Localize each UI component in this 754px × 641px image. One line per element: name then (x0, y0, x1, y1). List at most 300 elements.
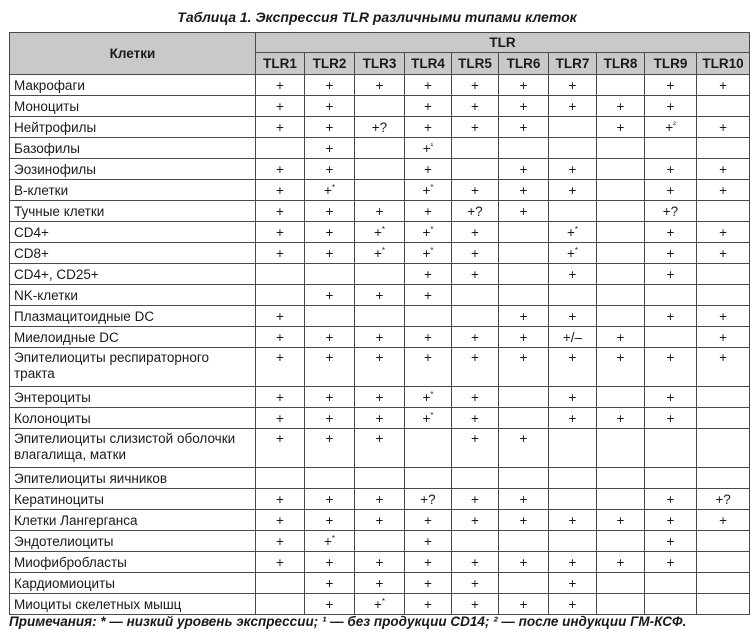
expression-cell-tlr4: +* (405, 243, 452, 264)
cell-type-name: Миоциты скелетных мышц (10, 594, 256, 615)
expression-cell-tlr5: +? (452, 201, 499, 222)
expression-cell-tlr4: + (405, 510, 452, 531)
cell-type-name: NK-клетки (10, 285, 256, 306)
expression-cell-tlr8: + (597, 327, 645, 348)
cell-type-name: Миофибробласты (10, 552, 256, 573)
expression-cell-tlr7 (549, 489, 597, 510)
expression-cell-tlr10 (697, 552, 750, 573)
expression-cell-tlr5: + (452, 75, 499, 96)
expression-cell-tlr2: + (305, 348, 355, 387)
expression-cell-tlr5: + (452, 552, 499, 573)
expression-cell-tlr2: + (305, 285, 355, 306)
expression-cell-tlr4: + (405, 348, 452, 387)
expression-cell-tlr2: + (305, 201, 355, 222)
expression-cell-tlr8 (597, 594, 645, 615)
expression-cell-tlr3 (355, 96, 405, 117)
expression-cell-tlr4: +* (405, 222, 452, 243)
expression-cell-tlr1 (256, 138, 305, 159)
expression-cell-tlr6 (499, 573, 549, 594)
expression-cell-tlr1: + (256, 201, 305, 222)
expression-cell-tlr1 (256, 573, 305, 594)
expression-cell-tlr8 (597, 138, 645, 159)
expression-cell-tlr7: + (549, 387, 597, 408)
expression-cell-tlr8 (597, 285, 645, 306)
expression-cell-tlr5 (452, 531, 499, 552)
expression-cell-tlr10 (697, 96, 750, 117)
expression-cell-tlr4: + (405, 327, 452, 348)
expression-cell-tlr7 (549, 117, 597, 138)
expression-cell-tlr4: + (405, 573, 452, 594)
expression-cell-tlr1: + (256, 489, 305, 510)
expression-cell-tlr8 (597, 159, 645, 180)
table-row (10, 75, 750, 96)
expression-cell-tlr9 (645, 573, 697, 594)
expression-cell-tlr10 (697, 285, 750, 306)
expression-cell-tlr4: +? (405, 489, 452, 510)
expression-cell-tlr8 (597, 429, 645, 468)
table-row (10, 243, 750, 264)
expression-cell-tlr5: + (452, 489, 499, 510)
expression-cell-tlr9: + (645, 75, 697, 96)
table-body (10, 75, 750, 615)
expression-cell-tlr9: + (645, 531, 697, 552)
expression-cell-tlr6: + (499, 201, 549, 222)
expression-cell-tlr9: + (645, 222, 697, 243)
expression-cell-tlr3: +* (355, 243, 405, 264)
table-row (10, 117, 750, 138)
expression-cell-tlr2 (305, 306, 355, 327)
expression-cell-tlr1: + (256, 348, 305, 387)
expression-cell-tlr4: + (405, 264, 452, 285)
expression-cell-tlr7: +* (549, 243, 597, 264)
expression-cell-tlr3: + (355, 552, 405, 573)
expression-cell-tlr2: + (305, 96, 355, 117)
column-header-tlr3: TLR3 (355, 53, 405, 75)
expression-cell-tlr10: + (697, 159, 750, 180)
expression-cell-tlr10: + (697, 243, 750, 264)
expression-cell-tlr8 (597, 264, 645, 285)
table-row (10, 285, 750, 306)
table-row (10, 201, 750, 222)
expression-cell-tlr4: +* (405, 387, 452, 408)
expression-cell-tlr5: + (452, 264, 499, 285)
expression-cell-tlr10: + (697, 348, 750, 387)
table-row (10, 510, 750, 531)
expression-cell-tlr3: + (355, 75, 405, 96)
column-header-tlr6: TLR6 (499, 53, 549, 75)
expression-cell-tlr3: +* (355, 594, 405, 615)
column-header-tlr9: TLR9 (645, 53, 697, 75)
cell-type-name: Макрофаги (10, 75, 256, 96)
expression-cell-tlr4: + (405, 117, 452, 138)
expression-cell-tlr6: + (499, 117, 549, 138)
expression-cell-tlr8 (597, 306, 645, 327)
column-header-tlr10: TLR10 (697, 53, 750, 75)
expression-cell-tlr2 (305, 468, 355, 489)
cell-type-name: Энтероциты (10, 387, 256, 408)
table-row (10, 531, 750, 552)
expression-cell-tlr1: + (256, 552, 305, 573)
expression-cell-tlr10: + (697, 327, 750, 348)
expression-cell-tlr2: + (305, 552, 355, 573)
expression-cell-tlr7: + (549, 264, 597, 285)
expression-cell-tlr5 (452, 468, 499, 489)
cell-type-name: Плазмацитоидные DC (10, 306, 256, 327)
expression-cell-tlr9: + (645, 552, 697, 573)
cell-type-name: Нейтрофилы (10, 117, 256, 138)
expression-cell-tlr6 (499, 387, 549, 408)
expression-cell-tlr6: + (499, 489, 549, 510)
expression-cell-tlr7: +* (549, 222, 597, 243)
expression-cell-tlr6: + (499, 594, 549, 615)
expression-cell-tlr6 (499, 264, 549, 285)
expression-cell-tlr8 (597, 573, 645, 594)
cell-type-name: CD4+ (10, 222, 256, 243)
expression-cell-tlr9: + (645, 306, 697, 327)
expression-cell-tlr3 (355, 159, 405, 180)
expression-cell-tlr3 (355, 138, 405, 159)
expression-cell-tlr5: + (452, 96, 499, 117)
expression-cell-tlr6: + (499, 510, 549, 531)
cell-type-name: Эпителиоциты слизистой оболочки влагалища, матки (10, 429, 256, 468)
expression-cell-tlr2: + (305, 408, 355, 429)
expression-cell-tlr7: + (549, 573, 597, 594)
table-row (10, 489, 750, 510)
expression-cell-tlr6: + (499, 159, 549, 180)
expression-cell-tlr6 (499, 222, 549, 243)
expression-cell-tlr5: + (452, 117, 499, 138)
expression-cell-tlr10 (697, 573, 750, 594)
expression-cell-tlr6: + (499, 180, 549, 201)
expression-cell-tlr9: + (645, 159, 697, 180)
expression-cell-tlr2: + (305, 138, 355, 159)
expression-cell-tlr10 (697, 531, 750, 552)
table-row (10, 306, 750, 327)
cell-type-name: Эпителиоциты респираторного тракта (10, 348, 256, 387)
cell-type-name: Эозинофилы (10, 159, 256, 180)
expression-cell-tlr8: + (597, 117, 645, 138)
expression-cell-tlr2: +* (305, 180, 355, 201)
expression-cell-tlr2: + (305, 573, 355, 594)
expression-cell-tlr5 (452, 306, 499, 327)
tlr-expression-table (9, 32, 750, 615)
column-group-header-tlr: TLR (256, 33, 750, 53)
expression-cell-tlr5: + (452, 573, 499, 594)
expression-cell-tlr8 (597, 387, 645, 408)
expression-cell-tlr3: + (355, 573, 405, 594)
expression-cell-tlr9: + (645, 243, 697, 264)
expression-cell-tlr3: + (355, 510, 405, 531)
expression-cell-tlr8 (597, 489, 645, 510)
expression-cell-tlr1: + (256, 180, 305, 201)
expression-cell-tlr5: + (452, 327, 499, 348)
expression-cell-tlr10: + (697, 75, 750, 96)
expression-cell-tlr4: + (405, 159, 452, 180)
expression-cell-tlr10 (697, 201, 750, 222)
expression-cell-tlr6 (499, 285, 549, 306)
expression-cell-tlr7 (549, 285, 597, 306)
column-header-tlr1: TLR1 (256, 53, 305, 75)
expression-cell-tlr2: + (305, 429, 355, 468)
cell-type-name: CD4+, CD25+ (10, 264, 256, 285)
expression-cell-tlr9: + (645, 408, 697, 429)
expression-cell-tlr9: + (645, 489, 697, 510)
table-row (10, 180, 750, 201)
expression-cell-tlr3: + (355, 408, 405, 429)
expression-cell-tlr1 (256, 468, 305, 489)
expression-cell-tlr5: + (452, 180, 499, 201)
expression-cell-tlr2: + (305, 594, 355, 615)
expression-cell-tlr7: + (549, 408, 597, 429)
expression-cell-tlr9: + (645, 180, 697, 201)
expression-cell-tlr7: + (549, 510, 597, 531)
expression-cell-tlr6: + (499, 552, 549, 573)
expression-cell-tlr1: + (256, 159, 305, 180)
expression-cell-tlr7 (549, 468, 597, 489)
column-header-tlr5: TLR5 (452, 53, 499, 75)
expression-cell-tlr7: + (549, 180, 597, 201)
expression-cell-tlr7: + (549, 96, 597, 117)
expression-cell-tlr8 (597, 243, 645, 264)
expression-cell-tlr1: + (256, 222, 305, 243)
expression-cell-tlr10 (697, 594, 750, 615)
table-row (10, 387, 750, 408)
expression-cell-tlr4: + (405, 531, 452, 552)
expression-cell-tlr10: + (697, 180, 750, 201)
expression-cell-tlr2: + (305, 510, 355, 531)
table-row (10, 138, 750, 159)
expression-cell-tlr7 (549, 201, 597, 222)
expression-cell-tlr4: + (405, 285, 452, 306)
expression-cell-tlr9: + (645, 348, 697, 387)
expression-cell-tlr4 (405, 468, 452, 489)
expression-cell-tlr8 (597, 222, 645, 243)
table-row (10, 573, 750, 594)
expression-cell-tlr9: + (645, 96, 697, 117)
expression-cell-tlr3: + (355, 429, 405, 468)
expression-cell-tlr8: + (597, 552, 645, 573)
expression-cell-tlr9: +? (645, 201, 697, 222)
expression-cell-tlr2: + (305, 243, 355, 264)
expression-cell-tlr2: + (305, 117, 355, 138)
expression-cell-tlr7: + (549, 594, 597, 615)
expression-cell-tlr6: + (499, 75, 549, 96)
expression-cell-tlr10: + (697, 306, 750, 327)
expression-cell-tlr7: + (549, 348, 597, 387)
expression-cell-tlr8: + (597, 510, 645, 531)
expression-cell-tlr1: + (256, 243, 305, 264)
expression-cell-tlr10: + (697, 510, 750, 531)
expression-cell-tlr10 (697, 429, 750, 468)
expression-cell-tlr5: + (452, 243, 499, 264)
expression-cell-tlr4: + (405, 594, 452, 615)
table-notes: Примечания: * — низкий уровень экспрессии; ¹ — без продукции CD14; ² — после индукции ГМ-КСФ. (9, 614, 687, 629)
cell-type-name: Клетки Лангерганса (10, 510, 256, 531)
expression-cell-tlr3: +* (355, 222, 405, 243)
expression-cell-tlr2: + (305, 222, 355, 243)
expression-cell-tlr6 (499, 468, 549, 489)
expression-cell-tlr8 (597, 468, 645, 489)
expression-cell-tlr5: + (452, 222, 499, 243)
cell-type-name: Колоноциты (10, 408, 256, 429)
expression-cell-tlr6: + (499, 429, 549, 468)
expression-cell-tlr3: + (355, 201, 405, 222)
expression-cell-tlr3 (355, 180, 405, 201)
expression-cell-tlr6 (499, 243, 549, 264)
expression-cell-tlr6 (499, 408, 549, 429)
cell-type-name: В-клетки (10, 180, 256, 201)
column-header-cells: Клетки (10, 33, 256, 75)
cell-type-name: CD8+ (10, 243, 256, 264)
expression-cell-tlr1: + (256, 306, 305, 327)
expression-cell-tlr1: + (256, 327, 305, 348)
expression-cell-tlr6: + (499, 306, 549, 327)
expression-cell-tlr8: + (597, 348, 645, 387)
expression-cell-tlr8: + (597, 96, 645, 117)
expression-cell-tlr8 (597, 531, 645, 552)
expression-cell-tlr1: + (256, 75, 305, 96)
expression-cell-tlr8 (597, 180, 645, 201)
expression-cell-tlr9 (645, 285, 697, 306)
expression-cell-tlr4: +* (405, 408, 452, 429)
expression-cell-tlr10: +? (697, 489, 750, 510)
column-header-tlr4: TLR4 (405, 53, 452, 75)
expression-cell-tlr9 (645, 138, 697, 159)
expression-cell-tlr9 (645, 327, 697, 348)
expression-cell-tlr7: + (549, 552, 597, 573)
expression-cell-tlr3 (355, 531, 405, 552)
expression-cell-tlr3: + (355, 327, 405, 348)
expression-cell-tlr10 (697, 387, 750, 408)
expression-cell-tlr6: + (499, 348, 549, 387)
expression-cell-tlr3 (355, 468, 405, 489)
expression-cell-tlr10: + (697, 222, 750, 243)
expression-cell-tlr2: + (305, 75, 355, 96)
expression-cell-tlr1: + (256, 387, 305, 408)
expression-cell-tlr2: + (305, 387, 355, 408)
expression-cell-tlr2: +* (305, 531, 355, 552)
cell-type-name: Тучные клетки (10, 201, 256, 222)
expression-cell-tlr3: + (355, 348, 405, 387)
table-row (10, 348, 750, 387)
expression-cell-tlr2 (305, 264, 355, 285)
table-row (10, 408, 750, 429)
expression-cell-tlr3: + (355, 285, 405, 306)
expression-cell-tlr7 (549, 531, 597, 552)
expression-cell-tlr9 (645, 594, 697, 615)
expression-cell-tlr10: + (697, 117, 750, 138)
expression-cell-tlr4 (405, 429, 452, 468)
expression-cell-tlr6: + (499, 96, 549, 117)
expression-cell-tlr1: + (256, 408, 305, 429)
expression-cell-tlr5: + (452, 387, 499, 408)
table-row (10, 264, 750, 285)
table-row (10, 594, 750, 615)
expression-cell-tlr3 (355, 264, 405, 285)
table-row (10, 327, 750, 348)
expression-cell-tlr7 (549, 429, 597, 468)
expression-cell-tlr10 (697, 468, 750, 489)
expression-cell-tlr5: + (452, 348, 499, 387)
expression-cell-tlr1: + (256, 429, 305, 468)
cell-type-name: Эпителиоциты яичников (10, 468, 256, 489)
expression-cell-tlr8 (597, 201, 645, 222)
expression-cell-tlr7 (549, 138, 597, 159)
expression-cell-tlr5 (452, 285, 499, 306)
expression-cell-tlr7: + (549, 306, 597, 327)
table-caption: Таблица 1. Экспрессия TLR различными типами клеток (177, 9, 577, 25)
expression-cell-tlr5 (452, 138, 499, 159)
expression-cell-tlr6 (499, 138, 549, 159)
expression-cell-tlr7: + (549, 159, 597, 180)
table-row (10, 222, 750, 243)
expression-cell-tlr3: + (355, 387, 405, 408)
expression-cell-tlr6: + (499, 327, 549, 348)
expression-cell-tlr1: + (256, 531, 305, 552)
expression-cell-tlr5: + (452, 408, 499, 429)
table-row (10, 552, 750, 573)
expression-cell-tlr1: + (256, 96, 305, 117)
expression-cell-tlr4 (405, 306, 452, 327)
expression-cell-tlr10 (697, 408, 750, 429)
cell-type-name: Эндотелиоциты (10, 531, 256, 552)
expression-cell-tlr7: +/– (549, 327, 597, 348)
expression-cell-tlr1: + (256, 117, 305, 138)
expression-cell-tlr3 (355, 306, 405, 327)
expression-cell-tlr8: + (597, 408, 645, 429)
cell-type-name: Кератиноциты (10, 489, 256, 510)
cell-type-name: Базофилы (10, 138, 256, 159)
expression-cell-tlr4: + (405, 75, 452, 96)
expression-cell-tlr2: + (305, 489, 355, 510)
expression-cell-tlr6 (499, 531, 549, 552)
table-row (10, 96, 750, 117)
expression-cell-tlr2: + (305, 327, 355, 348)
cell-type-name: Миелоидные DC (10, 327, 256, 348)
expression-cell-tlr10 (697, 138, 750, 159)
expression-cell-tlr4: + (405, 96, 452, 117)
column-header-tlr7: TLR7 (549, 53, 597, 75)
cell-type-name: Моноциты (10, 96, 256, 117)
column-header-tlr2: TLR2 (305, 53, 355, 75)
expression-cell-tlr5 (452, 159, 499, 180)
cell-type-name: Кардиомиоциты (10, 573, 256, 594)
expression-cell-tlr7: + (549, 75, 597, 96)
expression-cell-tlr5: + (452, 510, 499, 531)
table-row (10, 159, 750, 180)
expression-cell-tlr5: + (452, 594, 499, 615)
expression-cell-tlr1 (256, 285, 305, 306)
table-row (10, 429, 750, 468)
expression-cell-tlr3: +? (355, 117, 405, 138)
expression-cell-tlr4: + (405, 552, 452, 573)
expression-cell-tlr10 (697, 264, 750, 285)
expression-cell-tlr9: + (645, 510, 697, 531)
expression-cell-tlr4: +* (405, 180, 452, 201)
expression-cell-tlr5: + (452, 429, 499, 468)
expression-cell-tlr8 (597, 75, 645, 96)
expression-cell-tlr4: + (405, 201, 452, 222)
expression-cell-tlr9: +$^{^2}$ (645, 117, 697, 138)
expression-cell-tlr1: + (256, 510, 305, 531)
table-row (10, 468, 750, 489)
expression-cell-tlr1 (256, 594, 305, 615)
expression-cell-tlr9: + (645, 264, 697, 285)
column-header-tlr8: TLR8 (597, 53, 645, 75)
expression-cell-tlr1 (256, 264, 305, 285)
expression-cell-tlr9 (645, 429, 697, 468)
expression-cell-tlr9: + (645, 387, 697, 408)
